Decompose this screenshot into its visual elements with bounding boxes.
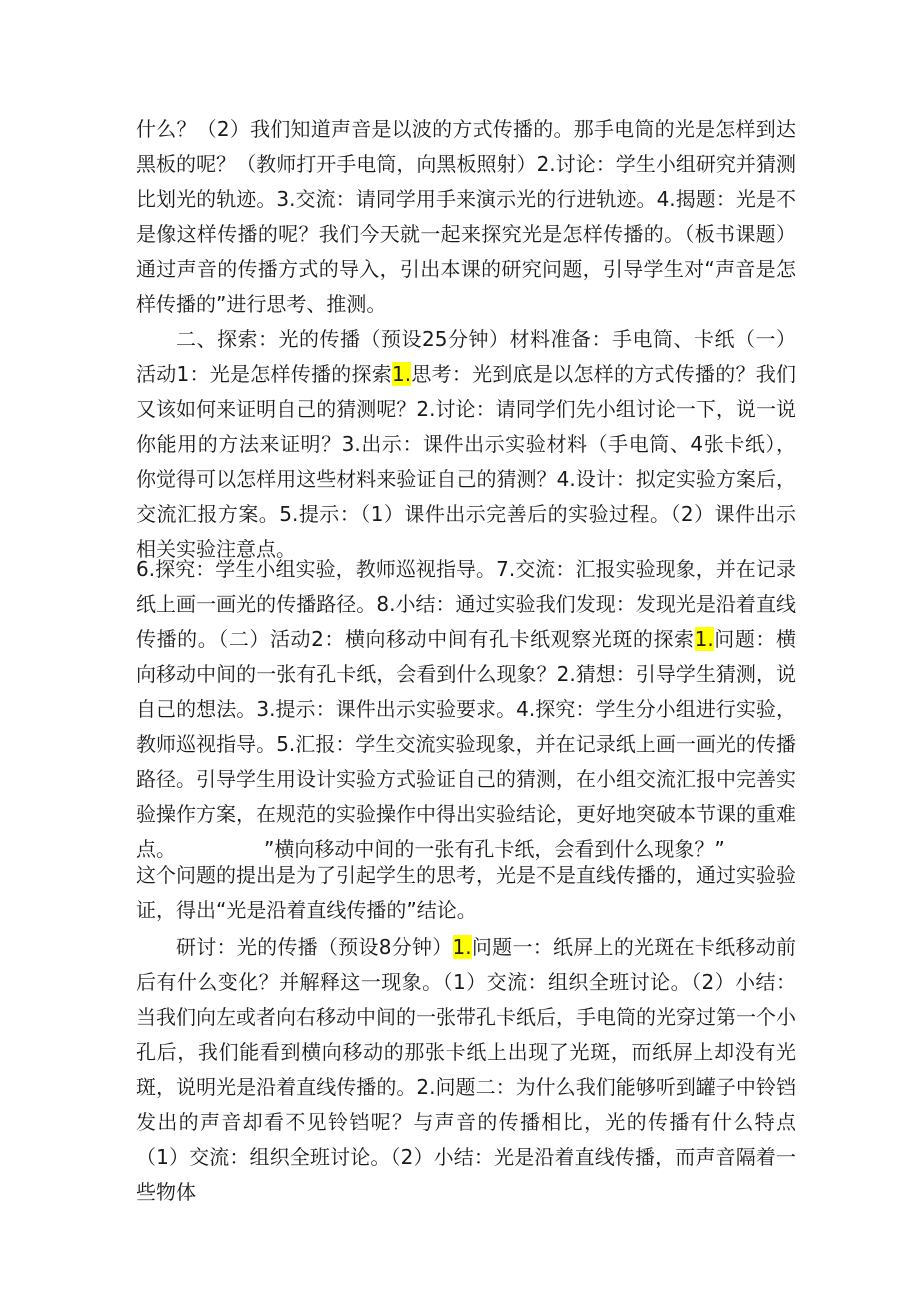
paragraph-intro bbox=[136, 112, 796, 322]
paragraph-explore bbox=[136, 322, 796, 567]
paragraph-activity bbox=[136, 552, 796, 867]
paragraph-text: 思考：光到底是以怎样的方式传播的？我们又该如何来证明自己的猜测呢？2.讨论：请同学们先小组讨论一下，说一说你能用的方法来证明？3.出示：课件出示实验材料（手电筒、4张卡纸），你觉得可以怎样用这些材料来验证自己的猜测？4.设计：拟定实验方案后，交流汇报方案。5.提示：（1）课件出示完善后的实验过程。（2）课件出示相关实验注意点。 bbox=[136, 362, 796, 561]
paragraph-text: 二、探索：光的传播（预设25分钟）材料准备：手电筒、卡纸（一）活动1：光是怎样传播的探索 bbox=[136, 327, 796, 386]
paragraph-text: 问题：横向移动中间的一张有孔卡纸，会看到什么现象？2.猜想：引导学生猜测，说自己的想法。3.提示：课件出示实验要求。4.探究：学生分小组进行实验，教师巡视指导。5.汇报：学生交流实验现象，并在记录纸上画一画光的传播路径。引导学生用设计实验方式验证自己的猜测，在小组交流汇报中完善实验操作方案，在规范的实验操作中得出实验结论，更好地突破本节课的重难点。 bbox=[136, 627, 796, 861]
highlighted-number: 1. bbox=[452, 935, 472, 959]
highlighted-number: 1. bbox=[392, 362, 412, 386]
paragraph-text: 问题一：纸屏上的光斑在卡纸移动前后有什么变化？并解释这一现象。（1）交流：组织全班讨论。（2）小结：当我们向左或者向右移动中间的一张带孔卡纸后，手电筒的光穿过第一个小孔后，我们能看到横向移动的那张卡纸上出现了光斑，而纸屏上却没有光斑，说明光是沿着直线传播的。2.问题二：为什么我们能够听到罐子中铃铛发出的声音却看不见铃铛呢？与声音的传播相比，光的传播有什么特点（1）交流：组织全班讨论。（2）小结：光是沿着直线传播，而声音隔着一些物体 bbox=[136, 935, 796, 1204]
paragraph-text: 研讨：光的传播（预设8分钟） bbox=[176, 935, 453, 959]
paragraph-text: 这个问题的提出是为了引起学生的思考，光是不是直线传播的，通过实验验证，得出“光是沿着直线传播的”结论。 bbox=[136, 863, 796, 922]
paragraph-text: 什么？（2）我们知道声音是以波的方式传播的。那手电筒的光是怎样到达黑板的呢？（教师打开手电筒，向黑板照射）2.讨论：学生小组研究并猜测比划光的轨迹。3.交流：请同学用手来演示光的行进轨迹。4.揭题：光是不是像这样传播的呢？我们今天就一起来探究光是怎样传播的。（板书课题）通过声音的传播方式的导入，引出本课的研究问题，引导学生对“声音是怎样传播的”进行思考、推测。 bbox=[136, 117, 796, 316]
paragraph-conclusion bbox=[136, 858, 796, 928]
paragraph-discussion bbox=[136, 930, 796, 1210]
highlighted-number: 1. bbox=[694, 627, 714, 651]
paragraph-text: 6.探究：学生小组实验，教师巡视指导。7.交流：汇报实验现象，并在记录纸上画一画光的传播路径。8.小结：通过实验我们发现：发现光是沿着直线传播的。（二）活动2：横向移动中间有孔卡纸观察光斑的探索 bbox=[136, 557, 796, 651]
paragraph-quote: ”横向移动中间的一张有孔卡纸，会看到什么现象？” bbox=[264, 837, 725, 861]
